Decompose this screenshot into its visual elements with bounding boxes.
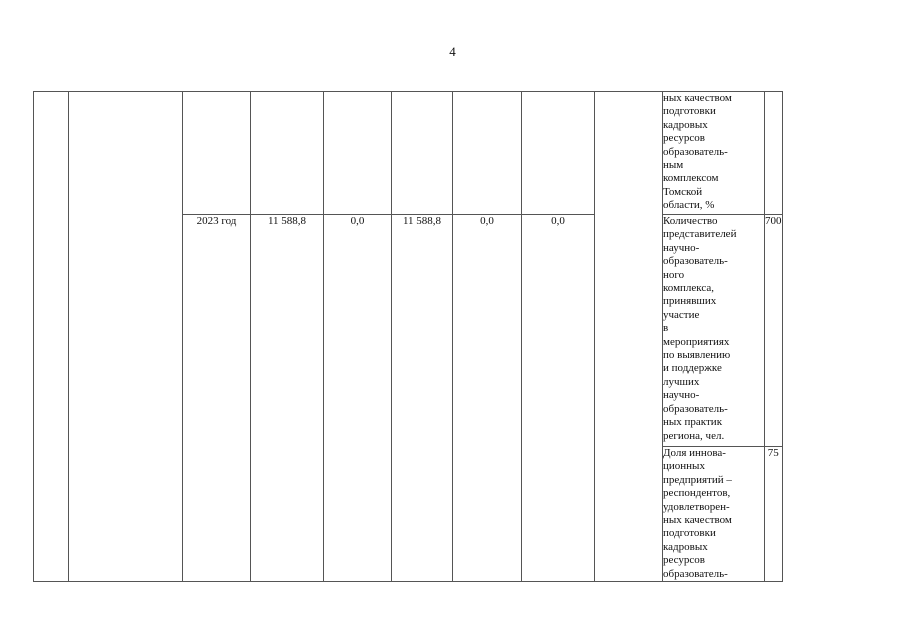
target-cell: 700 [765, 215, 783, 447]
cell-federal [324, 92, 392, 215]
cell-number [34, 92, 69, 582]
indicator-cell: Количество представителей научно- образователь- ного комплекса, принявших участие в мероприятиях по выявлению и поддержке лучших научно- образователь- ных практик региона, чел. [663, 215, 765, 447]
cell-local [453, 92, 522, 215]
target-cell [765, 92, 783, 215]
cell-executor [595, 92, 663, 582]
indicator-cell: Доля иннова- ционных предприятий – респондентов, удовлетворен- ных качеством подготовки кадровых ресурсов образователь- [663, 447, 765, 582]
page-number: 4 [449, 44, 456, 59]
other-cell: 0,0 [522, 215, 595, 582]
regional-cell: 11 588,8 [392, 215, 453, 582]
cell-total [251, 92, 324, 215]
cell-other [522, 92, 595, 215]
federal-cell: 0,0 [324, 215, 392, 582]
cell-regional [392, 92, 453, 215]
budget-table [33, 91, 783, 582]
table-row [34, 92, 783, 215]
local-cell: 0,0 [453, 215, 522, 582]
cell-name [69, 92, 183, 582]
indicator-cell: ных качеством подготовки кадровых ресурсов образователь- ным комплексом Томской области, % [663, 92, 765, 215]
year-cell: 2023 год [183, 215, 251, 582]
cell-year [183, 92, 251, 215]
total-cell: 11 588,8 [251, 215, 324, 582]
target-cell: 75 [765, 447, 783, 582]
